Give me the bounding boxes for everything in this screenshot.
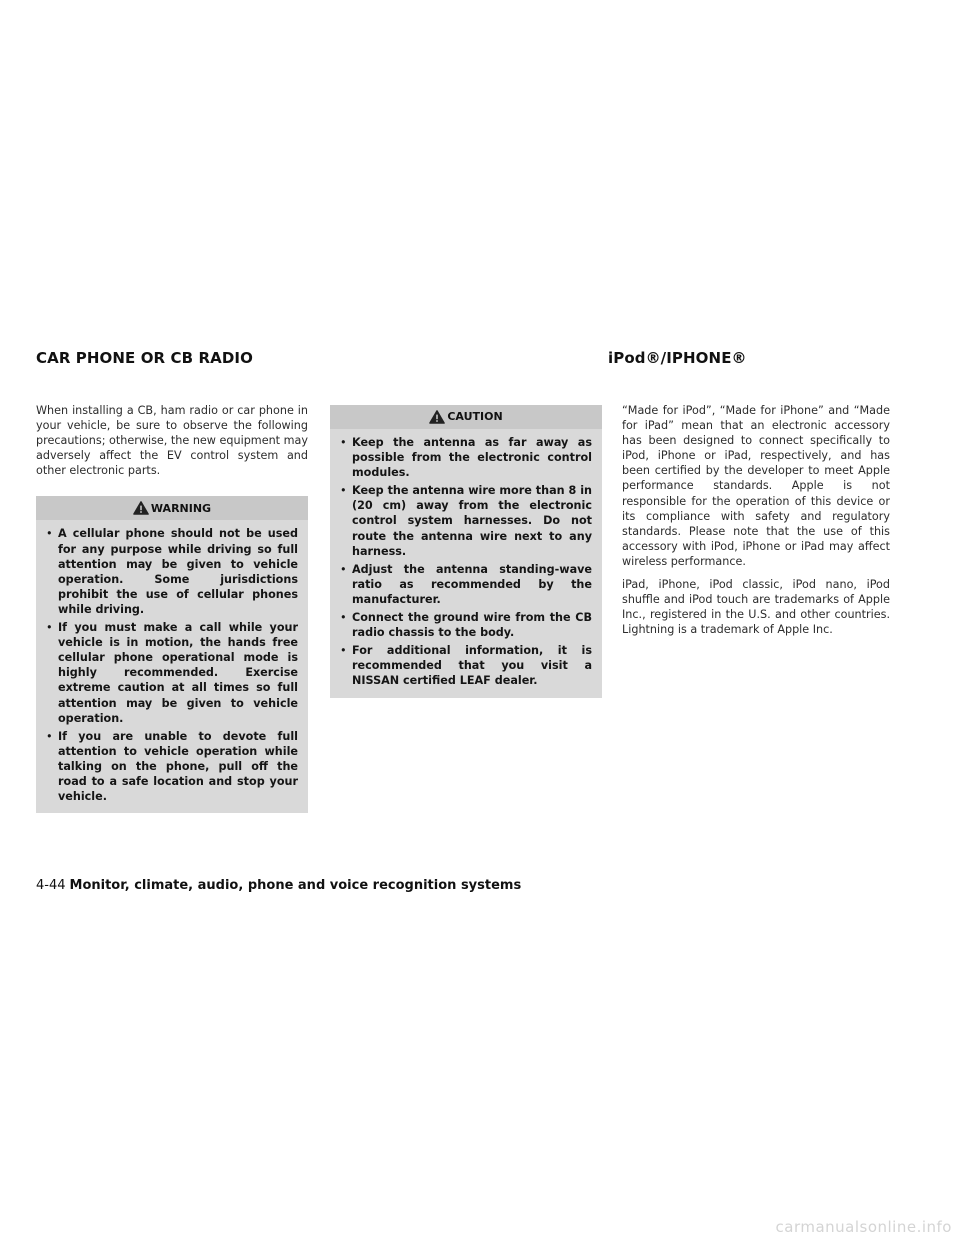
ipod-paragraph: iPad, iPhone, iPod classic, iPod nano, iPod shuffle and iPod touch are trademarks of Apple Inc., registered in the U.S. and other countries. Lightning is a trademark of Apple Inc. xyxy=(622,578,890,637)
warning-triangle-icon xyxy=(133,501,149,515)
caution-item: • Keep the antenna wire more than 8 in (20 cm) away from the electronic control system harnesses. Do not route the antenna wire next to any harness. xyxy=(340,484,592,558)
caution-item: • Keep the antenna as far away as possible from the electronic control modules. xyxy=(340,436,592,480)
bullet: • xyxy=(46,729,53,743)
warning-box xyxy=(36,496,308,813)
caution-header xyxy=(330,405,602,429)
warning-header xyxy=(36,496,308,520)
bullet: • xyxy=(46,621,53,635)
section-heading-car-phone: CAR PHONE OR CB RADIO xyxy=(36,349,253,367)
bullet: • xyxy=(340,436,347,449)
caution-item: • For additional information, it is recommended that you visit a NISSAN certified LEAF dealer. xyxy=(340,644,592,688)
caution-list xyxy=(340,429,592,689)
right-column xyxy=(622,403,890,645)
page-footer xyxy=(36,878,521,893)
warning-item: • If you must make a call while your vehicle is in motion, the hands free cellular phone operational mode is highly recommended. Exercise extreme caution at all times so full attention may be given to vehicle operation. xyxy=(46,621,298,725)
warning-label: WARNING xyxy=(150,501,212,515)
warning-list xyxy=(46,520,298,804)
left-column xyxy=(36,403,308,813)
bullet: • xyxy=(340,644,347,658)
bullet: • xyxy=(340,484,347,498)
warning-item: • A cellular phone should not be used for any purpose while driving so full attention may be given to vehicle operation. Some jurisdictions prohibit the use of cellular phones while driving. xyxy=(46,527,298,616)
caution-label: CAUTION xyxy=(447,410,503,424)
footer-title: Monitor, climate, audio, phone and voice recognition systems xyxy=(69,878,522,893)
bullet: • xyxy=(46,527,53,541)
page-number: 4-44 xyxy=(36,878,66,893)
caution-item: • Adjust the antenna standing-wave ratio as recommended by the manufacturer. xyxy=(340,562,592,606)
warning-item: • If you are unable to devote full attention to vehicle operation while talking on the phone, pull off the road to a safe location and stop your vehicle. xyxy=(46,729,298,804)
bullet: • xyxy=(340,562,347,576)
caution-item: • Connect the ground wire from the CB radio chassis to the body. xyxy=(340,611,592,640)
warning-triangle-icon xyxy=(429,410,445,424)
ipod-paragraph: “Made for iPod”, “Made for iPhone” and “Made for iPad” mean that an electronic accessory has been designed to connect specifically to iPod, iPhone or iPad, respectively, and has been certified by the developer to meet Apple performance standards. Apple is not responsible for the operation of this device or its compliance with safety and regulatory standards. Please note that the use of this accessory with iPod, iPhone or iPad may affect wireless performance. xyxy=(622,404,890,568)
middle-column xyxy=(330,405,602,698)
bullet: • xyxy=(340,611,347,625)
caution-box xyxy=(330,405,602,698)
watermark: carmanualsonline.info xyxy=(775,1218,952,1236)
intro-paragraph: When installing a CB, ham radio or car phone in your vehicle, be sure to observe the following precautions; otherwise, the new equipment may adversely affect the EV control system and other electronic parts. xyxy=(36,404,308,478)
section-heading-ipod: iPod®/IPHONE® xyxy=(608,349,747,367)
